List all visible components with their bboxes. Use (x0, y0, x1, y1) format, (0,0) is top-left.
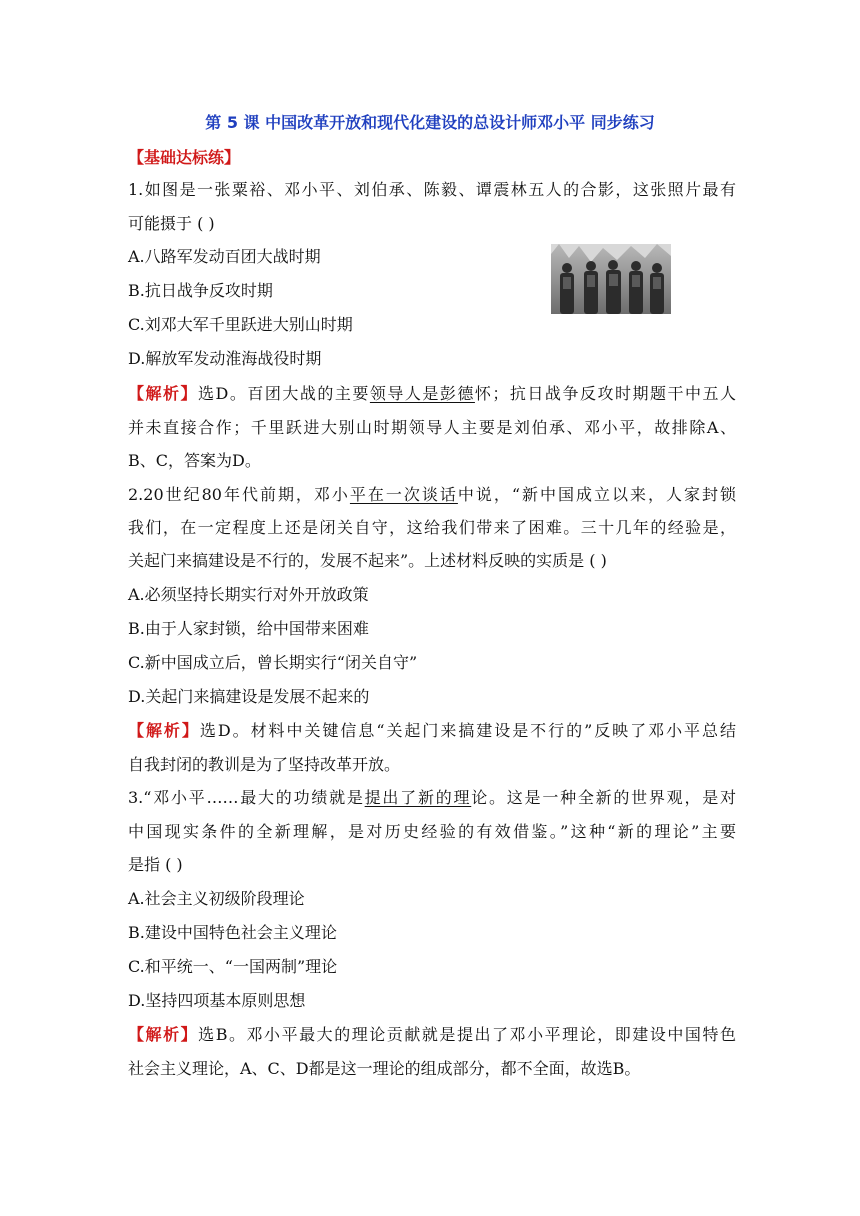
q2-option-d: D.关起门来搞建设是发展不起来的 (128, 687, 370, 706)
q3-option-c: C.和平统一、“一国两制”理论 (128, 957, 338, 976)
group-photo-image (551, 244, 671, 314)
q1-option-d: D.解放军发动淮海战役时期 (128, 349, 322, 368)
q2-option-b: B.由于人家封锁，给中国带来困难 (128, 619, 369, 638)
q1-answer-line-3: B、C，答案为D。 (128, 451, 261, 470)
q3-stem-line-1: 3.“邓小平……最大的功绩就是提出了新的理论。这是一种全新的世界观，是对 (128, 788, 736, 807)
q2-stem-line-2: 我们，在一定程度上还是闭关自守，这给我们带来了困难。三十几年的经验是， (128, 518, 736, 537)
q3-option-d: D.坚持四项基本原则思想 (128, 991, 306, 1010)
q1-option-c: C.刘邓大军千里跃进大别山时期 (128, 315, 353, 334)
q3-option-a: A.社会主义初级阶段理论 (128, 889, 305, 908)
q3-answer-line-2: 社会主义理论，A、C、D都是这一理论的组成部分，都不全面，故选B。 (128, 1059, 641, 1078)
q2-option-a: A.必须坚持长期实行对外开放政策 (128, 585, 369, 604)
q1-option-a: A.八路军发动百团大战时期 (128, 247, 321, 266)
answer-tag: 【解析】 (128, 1025, 199, 1044)
q1-stem-line-2: 可能摄于 ( ) (128, 214, 215, 233)
q2-answer-line-1: 【解析】选D。材料中关键信息“关起门来搞建设是不行的”反映了邓小平总结 (128, 721, 736, 740)
q3-stem-line-2: 中国现实条件的全新理解，是对历史经验的有效借鉴。”这种“新的理论”主要 (128, 822, 736, 841)
q1-option-b: B.抗日战争反攻时期 (128, 281, 273, 300)
section-heading: 【基础达标练】 (128, 148, 241, 167)
page-title: 第 5 课 中国改革开放和现代化建设的总设计师邓小平 同步练习 (205, 113, 655, 132)
q1-answer-line-2: 并未直接合作；千里跃进大别山时期领导人主要是刘伯承、邓小平，故排除A、 (128, 418, 736, 437)
answer-tag: 【解析】 (128, 721, 200, 740)
q1-answer-line-1: 【解析】选D。百团大战的主要领导人是彭德怀；抗日战争反攻时期题干中五人 (128, 384, 736, 403)
q2-answer-line-2: 自我封闭的教训是为了坚持改革开放。 (128, 755, 401, 774)
q3-answer-line-1: 【解析】选B。邓小平最大的理论贡献就是提出了邓小平理论，即建设中国特色 (128, 1025, 736, 1044)
q2-option-c: C.新中国成立后，曾长期实行“闭关自守” (128, 653, 418, 672)
q1-stem-line-1: 1.如图是一张粟裕、邓小平、刘伯承、陈毅、谭震林五人的合影，这张照片最有 (128, 180, 736, 199)
q2-stem-line-3: 关起门来搞建设是不行的，发展不起来”。上述材料反映的实质是 ( ) (128, 551, 607, 570)
q3-option-b: B.建设中国特色社会主义理论 (128, 923, 337, 942)
q2-stem-line-1: 2.20世纪80年代前期，邓小平在一次谈话中说，“新中国成立以来，人家封锁 (128, 485, 736, 504)
answer-tag: 【解析】 (128, 384, 199, 403)
group-photo-illustration (551, 244, 671, 314)
q3-stem-line-3: 是指 ( ) (128, 855, 183, 874)
